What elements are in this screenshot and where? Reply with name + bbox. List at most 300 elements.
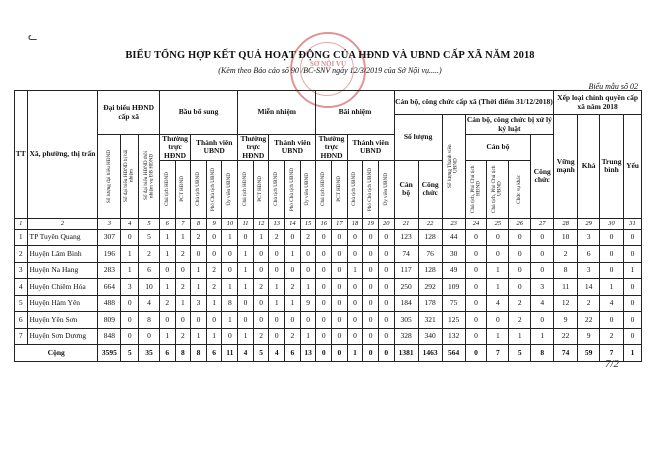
table-cell: 10 [554, 229, 578, 246]
total-cell: 74 [554, 345, 578, 362]
index-cell: 16 [316, 218, 332, 229]
table-cell: 0 [222, 328, 238, 345]
table-cell: 1 [269, 295, 285, 312]
table-cell: 128 [418, 229, 442, 246]
table-cell: 1 [121, 262, 139, 279]
table-cell: 0 [347, 279, 363, 296]
table-cell: 0 [300, 312, 316, 329]
table-cell: 1 [191, 279, 207, 296]
table-cell: 178 [418, 295, 442, 312]
index-cell: 30 [600, 218, 624, 229]
table-cell: 2 [206, 262, 222, 279]
total-cell: 11 [222, 345, 238, 362]
total-cell: 4 [238, 345, 254, 362]
table-cell: 250 [394, 279, 418, 296]
table-cell: 2 [159, 295, 175, 312]
table-row [15, 279, 642, 296]
table-cell: 2 [285, 328, 301, 345]
table-cell: 0 [316, 229, 332, 246]
table-cell: 1 [600, 279, 624, 296]
table-cell: 1 [121, 246, 139, 263]
col-disc-congchuc: Công chức [531, 135, 554, 219]
table-cell: 1 [300, 279, 316, 296]
col-disc-ct-pct-hdnd-label: Chủ tịch, Phó Chủ tịch HĐND [469, 165, 481, 213]
row-number: 4 [15, 279, 28, 296]
table-cell: 2 [578, 295, 600, 312]
table-cell: 2 [600, 328, 624, 345]
table-cell: 1 [159, 246, 175, 263]
total-cell: 8 [531, 345, 554, 362]
col-resigned [121, 135, 139, 219]
total-cell: 6 [206, 345, 222, 362]
col-ubnd-members-2: Thành viên UBND [269, 135, 316, 161]
table-cell: 6 [139, 262, 160, 279]
table-cell: 0 [363, 328, 379, 345]
col-ubnd-members-3: Thành viên UBND [347, 135, 394, 161]
table-cell: 292 [418, 279, 442, 296]
table-row [15, 262, 642, 279]
total-cell: 59 [578, 345, 600, 362]
table-cell: 0 [465, 328, 487, 345]
table-cell: 2 [253, 279, 269, 296]
index-cell: 2 [27, 218, 98, 229]
index-cell: 6 [159, 218, 175, 229]
table-cell: 0 [285, 229, 301, 246]
row-number: 3 [15, 262, 28, 279]
col-by-election: Bầu bổ sung [159, 91, 237, 135]
row-number: 6 [15, 312, 28, 329]
table-cell: 1 [159, 279, 175, 296]
table-cell: 0 [316, 328, 332, 345]
table-cell: 0 [347, 328, 363, 345]
col-pct-hdnd-2-label: PCT HĐND [257, 176, 264, 203]
table-cell: 0 [509, 246, 531, 263]
index-cell: 8 [191, 218, 207, 229]
index-cell: 26 [509, 218, 531, 229]
table-cell: 283 [98, 262, 121, 279]
col-officials: Cán bộ, công chức cấp xã (Thời điểm 31/12/2018) [394, 91, 554, 115]
table-cell: 0 [363, 229, 379, 246]
table-cell: 74 [394, 246, 418, 263]
index-cell: 15 [300, 218, 316, 229]
table-row [15, 312, 642, 329]
table-cell: 0 [300, 262, 316, 279]
col-member-ubnd [442, 115, 465, 219]
col-canbo: Cán bộ [465, 135, 531, 161]
col-good: Khá [578, 115, 600, 219]
table-cell: 2 [206, 279, 222, 296]
col-pct-ubnd-1-label: Phó Chủ tịch UBND [210, 167, 217, 211]
table-cell: 0 [487, 312, 509, 329]
total-cell: 8 [175, 345, 191, 362]
col-qty-congchuc: Công chức [418, 160, 442, 218]
table-cell: 0 [531, 229, 554, 246]
table-cell: 0 [175, 312, 191, 329]
table-cell: 1 [222, 279, 238, 296]
col-loss [139, 135, 160, 219]
summary-table [14, 90, 642, 362]
table-cell: 340 [418, 328, 442, 345]
table-cell: 0 [509, 262, 531, 279]
document-subtitle: (Kèm theo Báo cáo số 90 /BC-SNV ngày 12/3/2019 của Sở Nội vụ.....) [218, 66, 442, 75]
table-cell: 0 [624, 295, 642, 312]
table-cell: 184 [394, 295, 418, 312]
index-cell: 9 [206, 218, 222, 229]
table-cell: 1 [269, 279, 285, 296]
total-label: Cộng [15, 345, 98, 362]
col-disc-ct-pct-hdnd [465, 160, 487, 218]
table-cell: 0 [531, 246, 554, 263]
col-pct-ubnd-2 [285, 160, 301, 218]
table-cell: 1 [206, 295, 222, 312]
total-cell: 0 [378, 345, 394, 362]
table-cell: 0 [363, 262, 379, 279]
table-cell: 0 [600, 229, 624, 246]
index-cell: 28 [554, 218, 578, 229]
col-ct-hdnd-3-label: Chủ tịch HĐND [319, 172, 326, 207]
col-delegates: Đại biểu HĐND cấp xã [98, 91, 160, 135]
table-cell: 22 [554, 328, 578, 345]
table-cell: 2 [554, 246, 578, 263]
table-cell: 0 [285, 312, 301, 329]
table-cell: 4 [600, 295, 624, 312]
table-cell: 0 [363, 246, 379, 263]
table-cell: 0 [238, 229, 254, 246]
total-cell: 4 [269, 345, 285, 362]
table-cell: 0 [269, 246, 285, 263]
table-cell: 3 [578, 262, 600, 279]
total-cell: 8 [191, 345, 207, 362]
table-cell: 0 [159, 262, 175, 279]
index-cell: 25 [487, 218, 509, 229]
table-cell: 6 [578, 246, 600, 263]
table-cell: 1 [238, 246, 254, 263]
table-cell: 0 [191, 312, 207, 329]
table-cell: 1 [175, 295, 191, 312]
table-cell: 0 [347, 229, 363, 246]
table-cell: 9 [300, 295, 316, 312]
total-cell: 6 [285, 345, 301, 362]
table-cell: 125 [442, 312, 465, 329]
index-cell: 29 [578, 218, 600, 229]
index-cell: 13 [269, 218, 285, 229]
table-cell: 1 [347, 262, 363, 279]
table-cell: 0 [121, 295, 139, 312]
unit-name: Huyện Hàm Yên [27, 295, 98, 312]
table-cell: 0 [316, 246, 332, 263]
col-ct-ubnd-1-label: Chủ tịch UBND [194, 172, 201, 207]
col-disciplined: Cán bộ, công chức bị xử lý kỷ luật [466, 115, 552, 133]
unit-name: Huyện Na Hang [27, 262, 98, 279]
table-cell: 0 [347, 295, 363, 312]
table-cell: 2 [285, 279, 301, 296]
form-number: Biểu mẫu số 02 [588, 82, 638, 91]
col-uv-ubnd-1 [222, 160, 238, 218]
table-cell: 305 [394, 312, 418, 329]
col-pct-ubnd-1 [206, 160, 222, 218]
col-rating: Xếp loại chính quyền cấp xã năm 2018 [554, 91, 642, 115]
total-cell: 0 [332, 345, 348, 362]
table-cell: 0 [509, 229, 531, 246]
table-cell: 2 [175, 328, 191, 345]
col-uv-ubnd-3 [378, 160, 394, 218]
table-cell: 0 [191, 246, 207, 263]
table-cell: 0 [316, 279, 332, 296]
table-cell: 3 [121, 279, 139, 296]
col-average: Trung bình [600, 115, 624, 219]
col-pct-hdnd-3 [332, 160, 348, 218]
col-ct-hdnd-2-label: Chủ tịch HĐND [241, 172, 248, 207]
index-cell: 21 [394, 218, 418, 229]
table-cell: 75 [442, 295, 465, 312]
index-cell: 31 [624, 218, 642, 229]
total-cell: 564 [442, 345, 465, 362]
table-cell: 0 [363, 279, 379, 296]
col-ct-ubnd-1 [191, 160, 207, 218]
col-ct-hdnd-2 [238, 160, 254, 218]
document-title: BIỂU TỔNG HỢP KẾT QUẢ HOẠT ĐỘNG CỦA HĐND VÀ UBND CẤP XÃ NĂM 2018 [125, 50, 535, 61]
table-cell: 0 [378, 262, 394, 279]
table-cell: 0 [600, 246, 624, 263]
table-cell: 0 [300, 246, 316, 263]
table-cell: 0 [121, 312, 139, 329]
table-cell: 4 [139, 295, 160, 312]
table-cell: 30 [442, 246, 465, 263]
index-cell: 7 [175, 218, 191, 229]
total-cell: 35 [139, 345, 160, 362]
table-cell: 109 [442, 279, 465, 296]
table-cell: 0 [238, 295, 254, 312]
table-cell: 0 [206, 229, 222, 246]
table-cell: 1 [238, 262, 254, 279]
col-pct-hdnd-1-label: PCT HĐND [179, 176, 186, 203]
col-loss-label: Số đại biểu HĐND thôi nhiệm vụ ĐB HĐND [142, 151, 154, 201]
table-cell: 12 [554, 295, 578, 312]
table-cell: 0 [175, 262, 191, 279]
unit-name: Huyện Sơn Dương [27, 328, 98, 345]
row-number: 5 [15, 295, 28, 312]
col-pct-hdnd-2 [253, 160, 269, 218]
col-qty-canbo: Cán bộ [394, 160, 418, 218]
table-cell: 0 [465, 295, 487, 312]
table-cell: 0 [600, 312, 624, 329]
table-cell: 0 [159, 312, 175, 329]
index-cell: 19 [363, 218, 379, 229]
row-number: 1 [15, 229, 28, 246]
unit-name: TP Tuyên Quang [27, 229, 98, 246]
row-number: 2 [15, 246, 28, 263]
col-ct-ubnd-3-label: Chủ tịch UBND [351, 172, 358, 207]
col-uv-ubnd-2-label: Ủy viên UBND [304, 172, 311, 206]
unit-name: Huyện Chiêm Hóa [27, 279, 98, 296]
col-pct-ubnd-2-label: Phó Chủ tịch UBND [288, 167, 295, 211]
col-ct-ubnd-3 [347, 160, 363, 218]
table-cell: 1 [253, 229, 269, 246]
col-disc-other-label: Chức vụ khác [516, 174, 523, 204]
table-cell: 10 [139, 279, 160, 296]
table-cell: 0 [316, 295, 332, 312]
total-cell: 7 [487, 345, 509, 362]
table-cell: 1 [285, 246, 301, 263]
total-row [15, 345, 642, 362]
table-cell: 0 [316, 262, 332, 279]
table-cell: 0 [238, 312, 254, 329]
index-cell: 11 [238, 218, 254, 229]
table-cell: 1 [175, 229, 191, 246]
index-cell: 18 [347, 218, 363, 229]
index-cell: 5 [139, 218, 160, 229]
table-cell: 0 [600, 262, 624, 279]
table-cell: 1 [487, 279, 509, 296]
table-cell: 488 [98, 295, 121, 312]
table-cell: 1 [531, 328, 554, 345]
table-cell: 0 [378, 328, 394, 345]
table-cell: 0 [465, 246, 487, 263]
col-total-delegates [98, 135, 121, 219]
total-cell: 0 [465, 345, 487, 362]
total-cell: 7 [600, 345, 624, 362]
table-row [15, 328, 642, 345]
table-cell: 0 [253, 312, 269, 329]
index-cell: 17 [332, 218, 348, 229]
unit-name: Huyện Yên Sơn [27, 312, 98, 329]
table-cell: 3 [531, 279, 554, 296]
col-resigned-label: Số đại biểu HĐND bị bãi nhiệm [123, 150, 135, 203]
unit-name: Huyện Lâm Bình [27, 246, 98, 263]
table-cell: 0 [332, 246, 348, 263]
table-row [15, 246, 642, 263]
table-cell: 1 [300, 328, 316, 345]
table-cell: 0 [121, 229, 139, 246]
table-cell: 0 [531, 262, 554, 279]
index-cell: 4 [121, 218, 139, 229]
table-cell: 809 [98, 312, 121, 329]
table-cell: 4 [531, 295, 554, 312]
total-cell: 1381 [394, 345, 418, 362]
scan-mark: ᓚ [28, 31, 38, 43]
index-cell: 23 [442, 218, 465, 229]
table-cell: 0 [509, 279, 531, 296]
table-body [15, 218, 642, 362]
table-cell: 1 [624, 262, 642, 279]
table-cell: 1 [206, 328, 222, 345]
col-ct-hdnd-1 [159, 160, 175, 218]
table-cell: 0 [316, 312, 332, 329]
table-cell: 2 [509, 295, 531, 312]
total-cell: 1 [624, 345, 642, 362]
col-member-ubnd-label: Số lượng Thành viên UBND [447, 144, 459, 189]
table-cell: 0 [332, 279, 348, 296]
index-cell: 20 [378, 218, 394, 229]
table-cell: 44 [442, 229, 465, 246]
col-pct-ubnd-3 [363, 160, 379, 218]
total-cell: 0 [316, 345, 332, 362]
table-cell: 1 [487, 328, 509, 345]
total-cell: 13 [300, 345, 316, 362]
col-uv-ubnd-1-label: Ủy viên UBND [226, 172, 233, 206]
table-cell: 307 [98, 229, 121, 246]
table-cell: 0 [285, 262, 301, 279]
table-cell: 1 [238, 328, 254, 345]
table-cell: 0 [222, 262, 238, 279]
table-cell: 1 [159, 328, 175, 345]
table-cell: 664 [98, 279, 121, 296]
col-unit: Xã, phường, thị trấn [27, 91, 98, 219]
table-cell: 2 [175, 279, 191, 296]
table-cell: 0 [465, 262, 487, 279]
table-cell: 848 [98, 328, 121, 345]
table-cell: 2 [175, 246, 191, 263]
table-cell: 132 [442, 328, 465, 345]
table-cell: 0 [269, 312, 285, 329]
table-cell: 2 [269, 229, 285, 246]
col-uv-ubnd-2 [300, 160, 316, 218]
index-cell: 24 [465, 218, 487, 229]
table-cell: 4 [487, 295, 509, 312]
table-cell: 123 [394, 229, 418, 246]
col-ct-hdnd-3 [316, 160, 332, 218]
col-dismissal: Miễn nhiệm [238, 91, 316, 135]
index-cell: 12 [253, 218, 269, 229]
table-cell: 0 [624, 279, 642, 296]
table-cell: 9 [554, 312, 578, 329]
col-pct-hdnd-3-label: PCT HĐND [335, 176, 342, 203]
total-cell: 6 [159, 345, 175, 362]
table-cell: 3 [191, 295, 207, 312]
table-cell: 0 [378, 229, 394, 246]
total-cell: 1463 [418, 345, 442, 362]
table-cell: 0 [378, 279, 394, 296]
col-disc-ct-pct-ubnd [487, 160, 509, 218]
page-mark: 7/2 [605, 358, 620, 370]
table-cell: 0 [269, 262, 285, 279]
table-cell: 1 [191, 262, 207, 279]
table-cell: 0 [121, 328, 139, 345]
table-cell: 11 [554, 279, 578, 296]
table-cell: 22 [578, 312, 600, 329]
table-cell: 1 [238, 279, 254, 296]
table-cell: 0 [206, 312, 222, 329]
table-row [15, 229, 642, 246]
table-cell: 0 [332, 312, 348, 329]
col-standing-2: Thường trực HĐND [238, 135, 269, 161]
index-cell: 14 [285, 218, 301, 229]
table-cell: 76 [418, 246, 442, 263]
table-cell: 14 [578, 279, 600, 296]
col-tt: TT [15, 91, 28, 219]
col-standing-1: Thường trực HĐND [159, 135, 190, 161]
table-cell: 5 [139, 229, 160, 246]
table-cell: 8 [554, 262, 578, 279]
table-cell: 9 [578, 328, 600, 345]
table-cell: 117 [394, 262, 418, 279]
table-cell: 0 [332, 229, 348, 246]
table-cell: 0 [624, 328, 642, 345]
col-quantity: Số lượng [394, 115, 442, 161]
col-pct-hdnd-1 [175, 160, 191, 218]
table-cell: 0 [487, 229, 509, 246]
total-cell: 1 [347, 345, 363, 362]
col-disc-ct-pct-ubnd-label: Chủ tịch, Phó Chủ tịch UBND [491, 165, 503, 213]
index-cell: 22 [418, 218, 442, 229]
table-cell: 2 [253, 328, 269, 345]
col-total-delegates-label: Số lượng đại biểu HĐND [105, 149, 112, 203]
table-cell: 0 [624, 246, 642, 263]
table-cell: 1 [285, 295, 301, 312]
table-cell: 321 [418, 312, 442, 329]
table-cell: 0 [378, 312, 394, 329]
table-cell: 1 [191, 328, 207, 345]
